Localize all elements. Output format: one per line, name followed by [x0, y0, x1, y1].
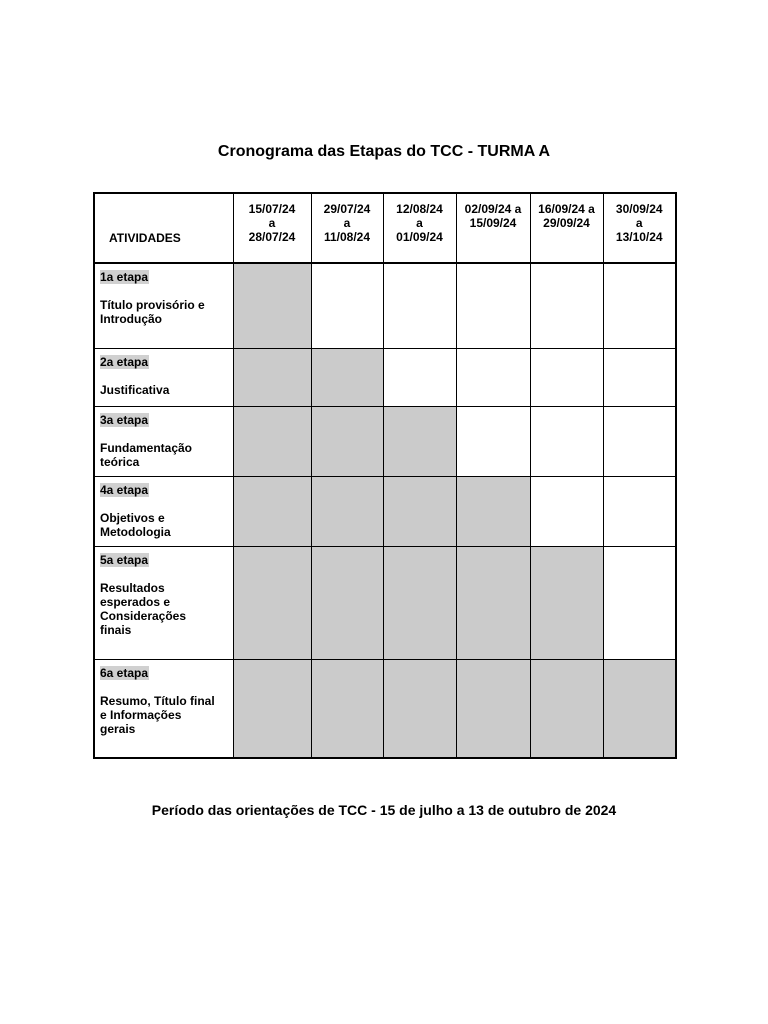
- period-header-line: 16/09/24 a: [538, 202, 595, 216]
- schedule-cell: [456, 476, 530, 546]
- table-row: [94, 263, 676, 348]
- period-header-2: [311, 193, 383, 263]
- schedule-cell: [603, 546, 676, 659]
- schedule-cell: [383, 476, 456, 546]
- period-header-line: 13/10/24: [615, 230, 663, 244]
- activity-description: Resultados esperados e Considerações finais: [100, 580, 187, 637]
- table-row: [94, 348, 676, 406]
- document-title: Cronograma das Etapas do TCC - TURMA A: [217, 143, 551, 160]
- schedule-cell: [530, 546, 603, 659]
- period-header-line: 30/09/24: [615, 202, 663, 216]
- schedule-cell: [456, 406, 530, 476]
- activity-description: Objetivos e Metodologia: [100, 510, 171, 539]
- schedule-cell: [383, 659, 456, 758]
- period-header-line: 29/07/24: [323, 202, 371, 216]
- schedule-cell: [233, 476, 311, 546]
- activity-cell: [94, 476, 233, 546]
- schedule-cell: [456, 546, 530, 659]
- period-header-3: [383, 193, 456, 263]
- schedule-cell: [603, 348, 676, 406]
- schedule-cell: [383, 546, 456, 659]
- period-header-line: 28/07/24: [248, 230, 296, 244]
- schedule-cell: [530, 263, 603, 348]
- schedule-cell: [603, 476, 676, 546]
- orientation-period-note: Período das orientações de TCC - 15 de julho a 13 de outubro de 2024: [151, 802, 617, 818]
- activity-description: Título provisório e Introdução: [100, 298, 205, 326]
- table-row: [94, 406, 676, 476]
- schedule-cell: [233, 348, 311, 406]
- activities-header: ATIVIDADES: [94, 193, 233, 263]
- period-header-line: 12/08/24: [396, 202, 443, 216]
- schedule-cell: [311, 546, 383, 659]
- period-header-line: 02/09/24 a: [464, 202, 522, 216]
- activity-cell: [94, 659, 233, 758]
- table-row: [94, 476, 676, 546]
- activity-description: Resumo, Título final e Informações gerais: [100, 693, 215, 736]
- schedule-cell: [311, 263, 383, 348]
- activity-description: Justificativa: [100, 382, 170, 397]
- schedule-cell: [311, 406, 383, 476]
- table-row: [94, 659, 676, 758]
- schedule-cell: [233, 659, 311, 758]
- activity-cell: [94, 348, 233, 406]
- period-header-5: [530, 193, 603, 263]
- schedule-cell: [456, 659, 530, 758]
- schedule-cell: [233, 263, 311, 348]
- period-header-line: 11/08/24: [323, 230, 371, 244]
- activity-description: Fundamentação teórica: [100, 440, 193, 469]
- period-header-4: [456, 193, 530, 263]
- stage-label: 5a etapa: [100, 552, 149, 567]
- schedule-cell: [456, 348, 530, 406]
- period-header-line: a: [343, 216, 351, 230]
- header-row: [94, 193, 676, 263]
- period-header-line: a: [268, 216, 276, 230]
- schedule-cell: [311, 348, 383, 406]
- schedule-cell: [603, 659, 676, 758]
- schedule-cell: [530, 406, 603, 476]
- schedule-cell: [530, 476, 603, 546]
- schedule-cell: [530, 659, 603, 758]
- activity-cell: [94, 546, 233, 659]
- period-header-line: a: [416, 216, 423, 230]
- schedule-cell: [233, 546, 311, 659]
- period-header-line: 15/09/24: [469, 216, 517, 230]
- schedule-cell: [383, 406, 456, 476]
- schedule-cell: [530, 348, 603, 406]
- stage-label: 1a etapa: [100, 270, 149, 284]
- period-header-line: 01/09/24: [396, 230, 443, 244]
- schedule-table: [93, 192, 677, 759]
- period-header-line: a: [635, 216, 643, 230]
- schedule-cell: [233, 406, 311, 476]
- stage-label: 3a etapa: [100, 412, 149, 427]
- activity-cell: [94, 263, 233, 348]
- schedule-cell: [383, 263, 456, 348]
- schedule-cell: [383, 348, 456, 406]
- period-header-line: 29/09/24: [543, 216, 590, 230]
- table-row: [94, 546, 676, 659]
- schedule-cell: [603, 263, 676, 348]
- period-header-6: [603, 193, 676, 263]
- schedule-cell: [311, 659, 383, 758]
- period-header-1: [233, 193, 311, 263]
- period-header-line: 15/07/24: [248, 202, 296, 216]
- schedule-cell: [311, 476, 383, 546]
- schedule-cell: [456, 263, 530, 348]
- activity-cell: [94, 406, 233, 476]
- stage-label: 4a etapa: [100, 482, 149, 497]
- stage-label: 2a etapa: [100, 354, 149, 369]
- schedule-cell: [603, 406, 676, 476]
- stage-label: 6a etapa: [100, 665, 149, 680]
